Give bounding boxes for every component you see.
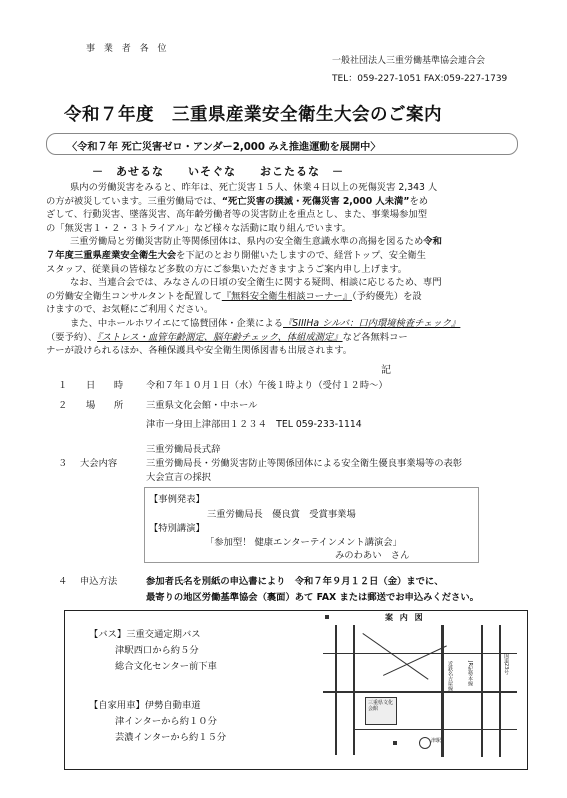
map-road (323, 691, 517, 693)
para3-line: けますので、お気軽にご利用ください。 (46, 304, 214, 316)
station-marker (419, 737, 431, 749)
bus-detail: 津駅西口から約５分 (115, 645, 199, 656)
text-span: をめ (409, 195, 429, 207)
access-map (323, 613, 517, 763)
lecture-heading: 【特別講演】 (149, 523, 205, 534)
para1-line: ざして、行動災害、墜落災害、高年齢労働者等の災害防止を重点とし、また、事業場参加型 (46, 209, 427, 221)
item-1-value: 令和７年１０月１日（水）午後１時より（受付１２時～） (146, 380, 388, 391)
exhibit-corner: 『SIIIHa シルバ：口内環境検査チェック』 (283, 317, 461, 329)
text-span: また、中ホールホワイエにて協賛団体・企業による (70, 317, 283, 329)
station-label: 津駅 (431, 738, 442, 744)
map-title: 案 内 図 (385, 613, 425, 622)
para1-line (46, 195, 526, 209)
para1-line: 県内の労働災害をみると、昨年は、死亡災害１５人、休業４日以上の死傷災害 2,343 人 (70, 182, 438, 193)
recipients: 事 業 者 各 位 (86, 44, 170, 54)
item-3-line2: 三重労働局長・労働災害防止等関係団体による安全衛生優良事業場等の表彰 (146, 458, 463, 469)
text-span: など各無料コー (342, 331, 408, 343)
ki-marker: 記 (381, 365, 391, 376)
para2-line (46, 235, 526, 249)
text-span: を下記のとおり開催いたしますので、経営トップ、安全衛生 (176, 249, 426, 261)
map-road (383, 645, 447, 675)
item-2-address: 津市一身田上津部田１２３４ TEL 059-233-1114 (146, 419, 362, 430)
map-road (323, 653, 517, 654)
para2-line: スタッフ、従業員の皆様など多数の方にご参集いただきますようご案内申し上げます。 (46, 263, 408, 275)
venue-label: 三重県文化会館 (368, 700, 394, 712)
contact-info: TEL：059-227-1051 FAX:059-227-1739 (332, 74, 508, 84)
map-marker (325, 615, 329, 619)
item-4-line1: 参加者氏名を別紙の申込書により 令和７年９月１２日（金）までに、 (146, 576, 444, 587)
para1-line: の「無災害１・２・３トライアル」など様々な活動に取り組んでいます。 (46, 222, 352, 234)
lecture-title: 「参加型！ 健康エンターテインメント講演会」 (205, 537, 402, 548)
route-label: 国道23号 (503, 653, 509, 675)
para4-line (46, 331, 526, 345)
para4-line: ナーが設けられるほか、各種保護具や安全衛生関係図書も出展されます。 (46, 345, 353, 357)
text-span: （要予約）、 (46, 331, 98, 343)
map-road (353, 729, 517, 730)
car-detail: 芸濃インターから約１５分 (115, 732, 227, 743)
venue-block (365, 697, 397, 725)
map-road (335, 625, 337, 755)
subtitle-banner (46, 133, 518, 155)
consult-corner: 『無料安全衛生相談コーナー』 (221, 290, 352, 302)
item-4-line2: 最寄りの地区労働基準協会（裏面）あて FAX または郵送でお申込みください。 (146, 592, 479, 603)
text-span: の方が被災しています。三重労働局では、 (46, 195, 222, 207)
item-4-label: 申込方法 (80, 576, 118, 587)
case-line: 三重労働局長 優良賞 受賞事業場 (207, 509, 356, 520)
case-heading: 【事例発表】 (149, 494, 205, 505)
item-4-number: ４ (58, 576, 68, 587)
text-span: 三重労働局と労働災害防止等関係団体は、県内の安全衛生意識水準の高揚を図るため (70, 236, 424, 248)
access-frame (64, 610, 528, 770)
exhibit-corner: 『ストレス・血管年齢測定、脳年齢チェック、体組成測定』 (97, 331, 343, 343)
item-1-number: １ (58, 380, 68, 391)
highlight-text: “死亡災害の撲滅・死傷災害 2,000 人未満” (221, 195, 410, 207)
car-detail: 津インターから約１０分 (115, 716, 217, 727)
text-span: の労働安全衛生コンサルタントを配置して (46, 290, 222, 302)
item-3-number: ３ (58, 458, 68, 469)
highlight-text: 令和 (423, 236, 442, 248)
item-3-line3: 大会宣言の採択 (146, 472, 212, 483)
railway-label: 近鉄名古屋線 (447, 661, 453, 691)
para4-line (46, 317, 526, 331)
lecturer-name: みのわあい さん (335, 550, 410, 561)
item-3-label: 大会内容 (80, 458, 118, 469)
map-marker (393, 741, 397, 745)
item-2-label: 場 所 (86, 400, 124, 411)
bus-detail: 総合文化センター前下車 (115, 661, 217, 672)
item-1-label: 日 時 (86, 380, 124, 391)
bus-heading: 【バス】三重交通定期バス (89, 629, 201, 640)
organization-name: 一般社団法人三重労働基準協会連合会 (332, 56, 486, 66)
railway-label: JR紀勢本線 (467, 661, 473, 686)
highlight-text: ７年度三重県産業安全衛生大会 (46, 249, 177, 261)
map-road (362, 633, 428, 680)
body-text (46, 181, 526, 358)
text-span: （予約優先）を設 (351, 290, 422, 302)
para2-line (46, 249, 526, 263)
subtitle: 〈令和７年 死亡災害ゼロ・アンダー2,000 みえ推進運動を展開中〉 (67, 142, 381, 153)
item-2-value: 三重県文化会館・中ホール (146, 400, 258, 411)
item-3-line1: 三重労働局長式辞 (146, 444, 221, 455)
item-2-number: ２ (58, 400, 68, 411)
car-heading: 【自家用車】伊勢自動車道 (89, 700, 201, 711)
map-road (353, 625, 355, 755)
para3-line (46, 290, 526, 304)
page-title: 令和７年度 三重県産業安全衛生大会のご案内 (64, 105, 442, 125)
program-box (144, 487, 479, 563)
slogan: － あせるな いそぐな おこたるな － (92, 165, 344, 178)
para3-line: なお、当連合会では、みなさんの日頃の安全衛生に関する疑問、相談に応じるため、専門 (70, 277, 442, 289)
